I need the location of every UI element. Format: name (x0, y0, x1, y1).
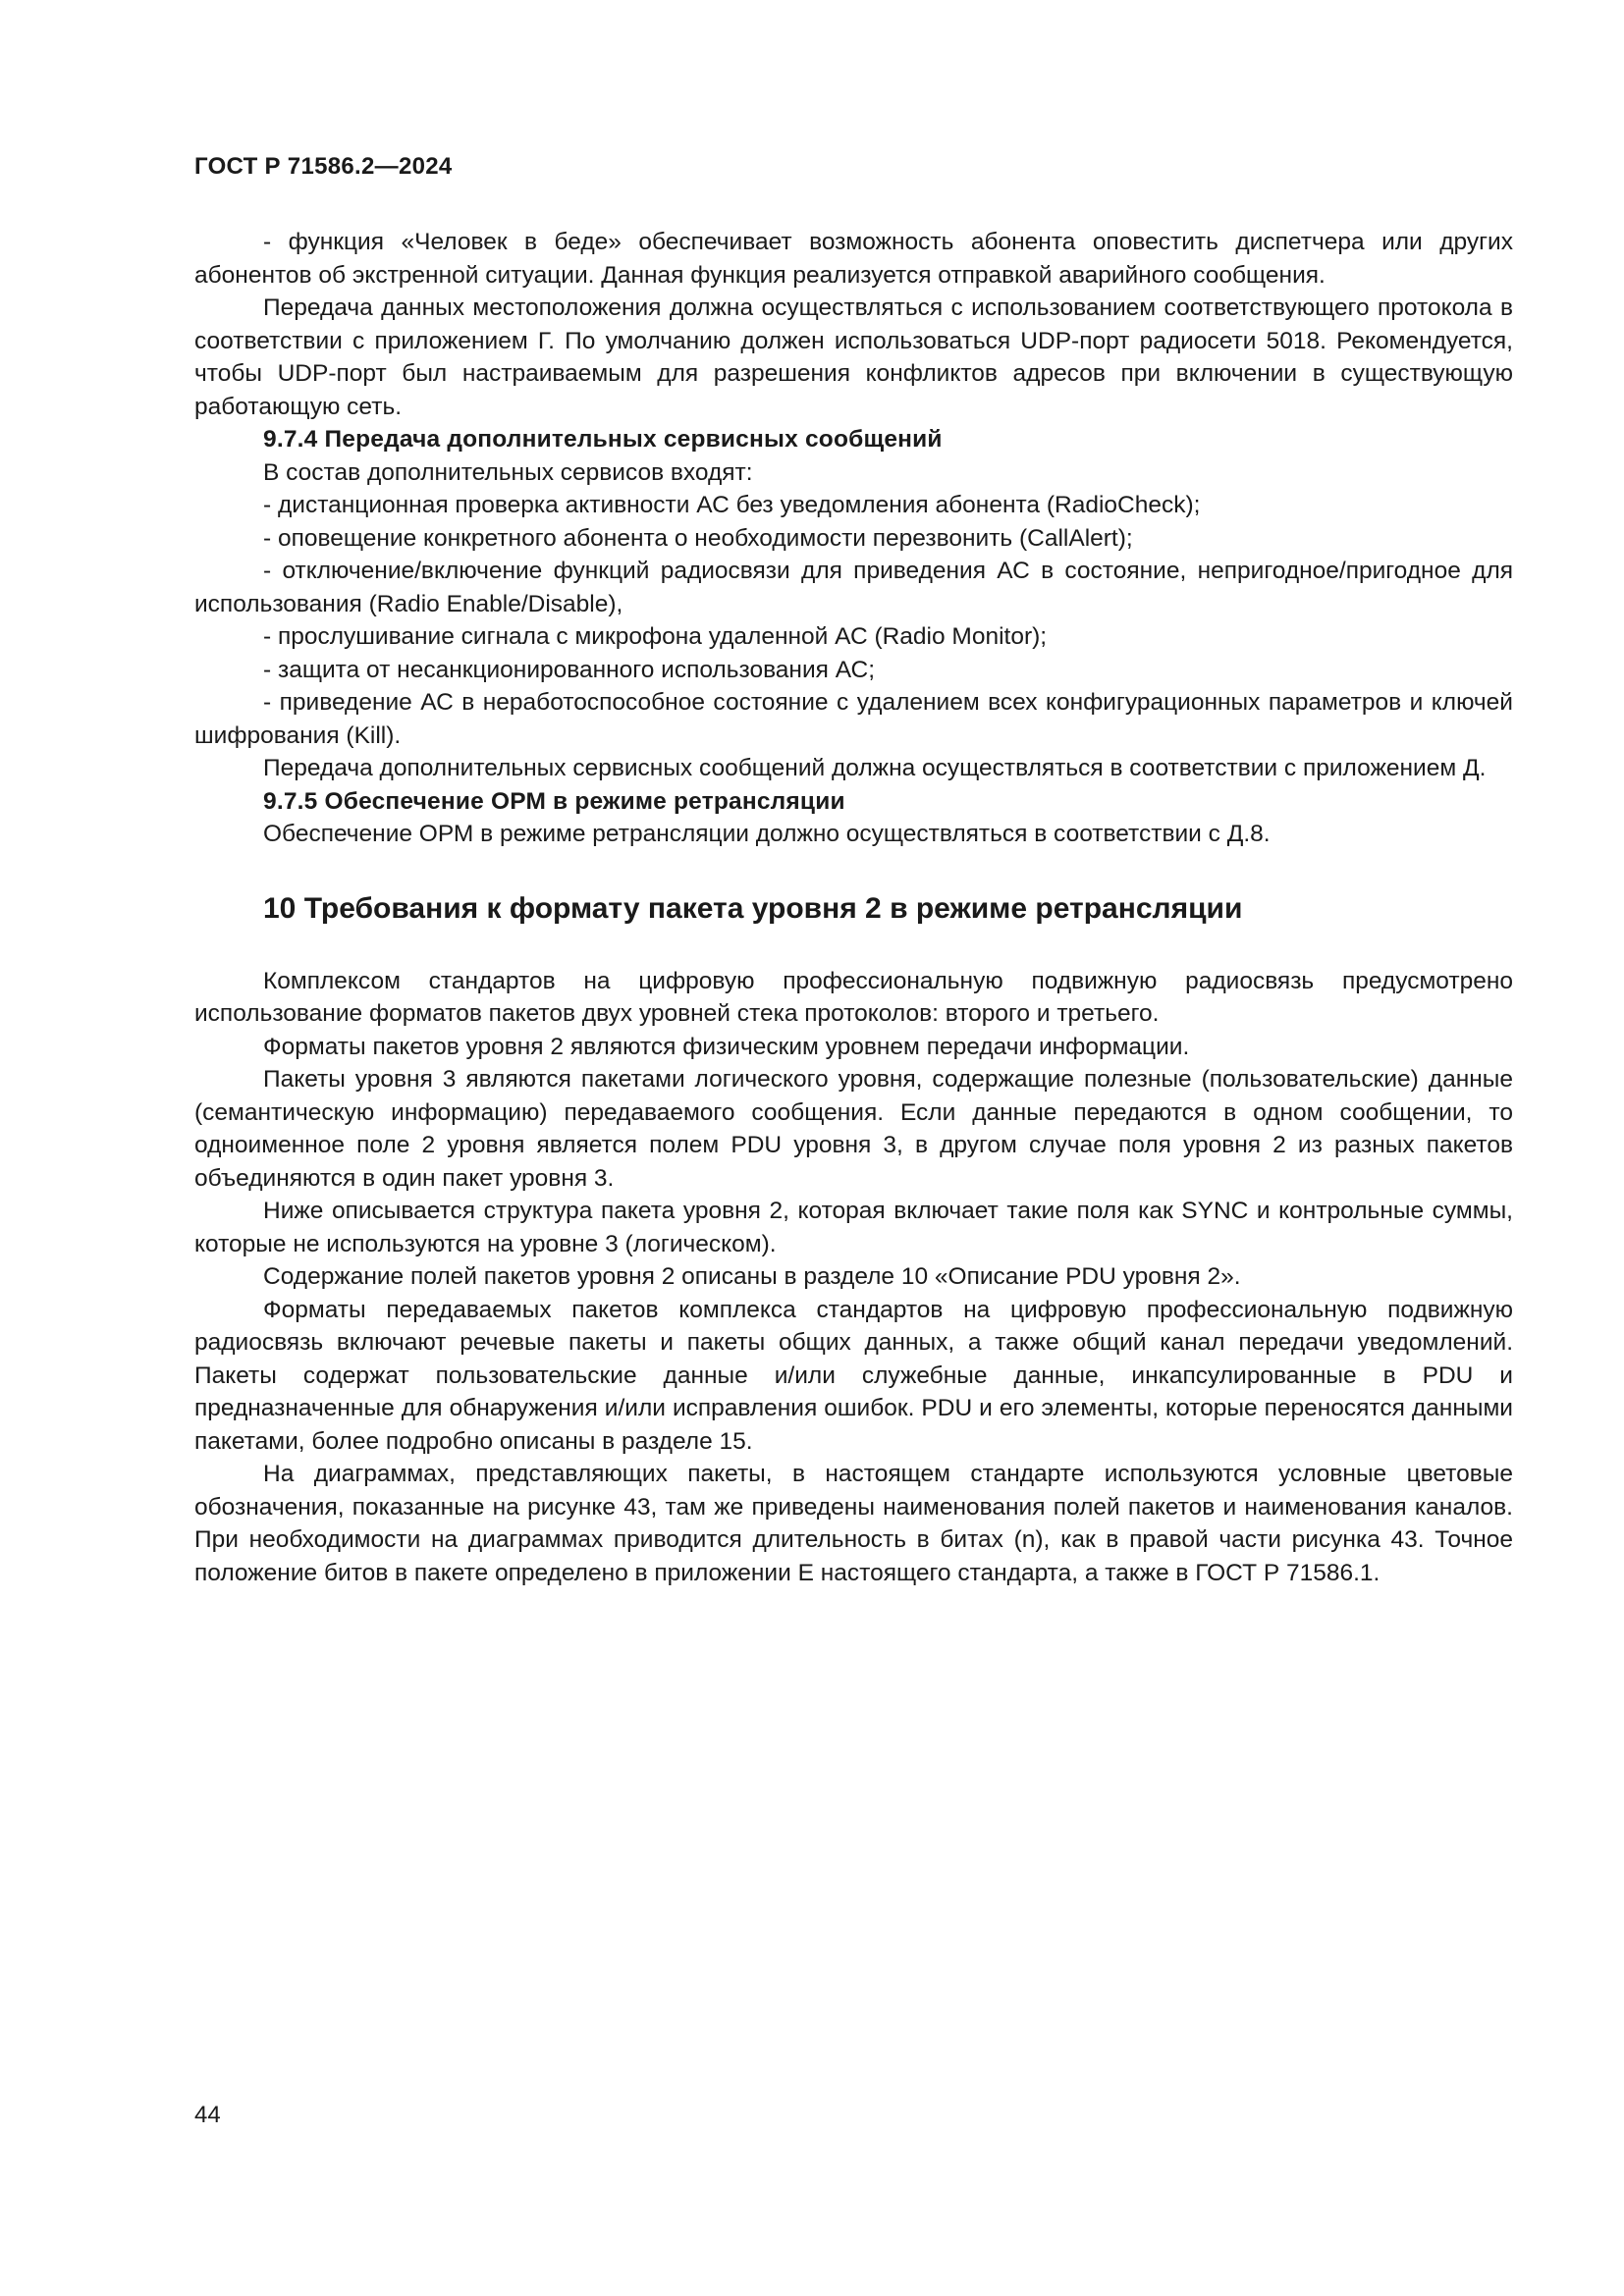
paragraph-distress-function: - функция «Человек в беде» обеспечивает возможность абонента оповестить диспетчера или других абонентов об экстренной ситуации. Данная функция реализуется отправкой аварийного сообщения. (194, 229, 1513, 289)
list-item-radio-enable-disable: - отключение/включение функций радиосвязи для приведения АС в состояние, непригодное/пригодное для использования (Radio Enable/Disable), (194, 558, 1513, 617)
paragraph-level3-packets: Пакеты уровня 3 являются пакетами логического уровня, содержащие полезные (пользовательские) данные (семантическую информацию) передаваемого сообщения. Если данные передаются в одном сообщении, то одноименное поле 2 уровня является полем PDU уровня 3, в другом случае поля уровня 2 из разных пакетов объединяются в один пакет уровня 3. (194, 1066, 1513, 1192)
paragraph-services-closing: Передача дополнительных сервисных сообщений должна осуществляться в соответствии с приложением Д. (263, 755, 1487, 781)
paragraph-level2-formats: Форматы пакетов уровня 2 являются физическим уровнем передачи информации. (263, 1033, 1190, 1060)
subsection-title-975: 9.7.5 Обеспечение ОРМ в режиме ретрансляции (263, 787, 845, 815)
page-number: 44 (194, 2102, 221, 2128)
section-title-10: 10 Требования к формату пакета уровня 2 в режиме ретрансляции (263, 891, 1243, 925)
paragraph-standards-complex: Комплексом стандартов на цифровую профессиональную подвижную радиосвязь предусмотрено использование форматов пакетов двух уровней стека протоколов: второго и третьего. (194, 967, 1513, 1027)
paragraph-packet-formats: Форматы передаваемых пакетов комплекса стандартов на цифровую профессиональную подвижную радиосвязь включают речевые пакеты и пакеты общих данных, а также общий канал передачи уведомлений. Пакеты содержат пользовательские данные и/или служебные данные, инкапсулированные в PDU и предназначенные для обнаружения и/или исправления ошибок. PDU и его элементы, которые переносятся данными пакетами, более подробно описаны в разделе 15. (194, 1296, 1513, 1455)
paragraph-location-data: Передача данных местоположения должна осуществляться с использованием соответствующего протокола в соответствии с приложением Г. По умолчанию должен использоваться UDP-порт радиосети 5018. Рекомендуется, чтобы UDP-порт был настраиваемым для разрешения конфликтов адресов при включении в существующую работающую сеть. (194, 294, 1513, 420)
paragraph-orm-relay: Обеспечение ОРМ в режиме ретрансляции должно осуществляться в соответствии с Д.8. (263, 821, 1271, 847)
paragraph-structure-description: Ниже описывается структура пакета уровня 2, которая включает такие поля как SYNC и контрольные суммы, которые не используются на уровне 3 (логическом). (194, 1198, 1513, 1257)
list-item-radio-monitor: - прослушивание сигнала с микрофона удаленной АС (Radio Monitor); (263, 623, 1048, 650)
paragraph-fields-content: Содержание полей пакетов уровня 2 описаны в разделе 10 «Описание PDU уровня 2». (263, 1263, 1241, 1290)
document-header-id: ГОСТ Р 71586.2—2024 (194, 153, 453, 180)
list-item-radiocheck: - дистанционная проверка активности АС без уведомления абонента (RadioCheck); (263, 492, 1201, 518)
paragraph-services-intro: В состав дополнительных сервисов входят: (263, 458, 753, 486)
subsection-title-974: 9.7.4 Передача дополнительных сервисных сообщений (263, 426, 943, 453)
page-body (194, 226, 1513, 1589)
list-item-callalert: - оповещение конкретного абонента о необходимости перезвонить (CallAlert); (263, 524, 1133, 552)
list-item-kill: - приведение АС в неработоспособное состояние с удалением всех конфигурационных параметров и ключей шифрования (Kill). (194, 689, 1513, 749)
list-item-unauthorized-protection: - защита от несанкционированного использования АС; (263, 656, 876, 683)
paragraph-diagram-conventions: На диаграммах, представляющих пакеты, в настоящем стандарте используются условные цветовые обозначения, показанные на рисунке 43, там же приведены наименования полей пакетов и наименования каналов. При необходимости на диаграммах приводится длительность в битах (n), как в правой части рисунка 43. Точное положение битов в пакете определено в приложении Е настоящего стандарта, а также в ГОСТ Р 71586.1. (194, 1461, 1513, 1586)
